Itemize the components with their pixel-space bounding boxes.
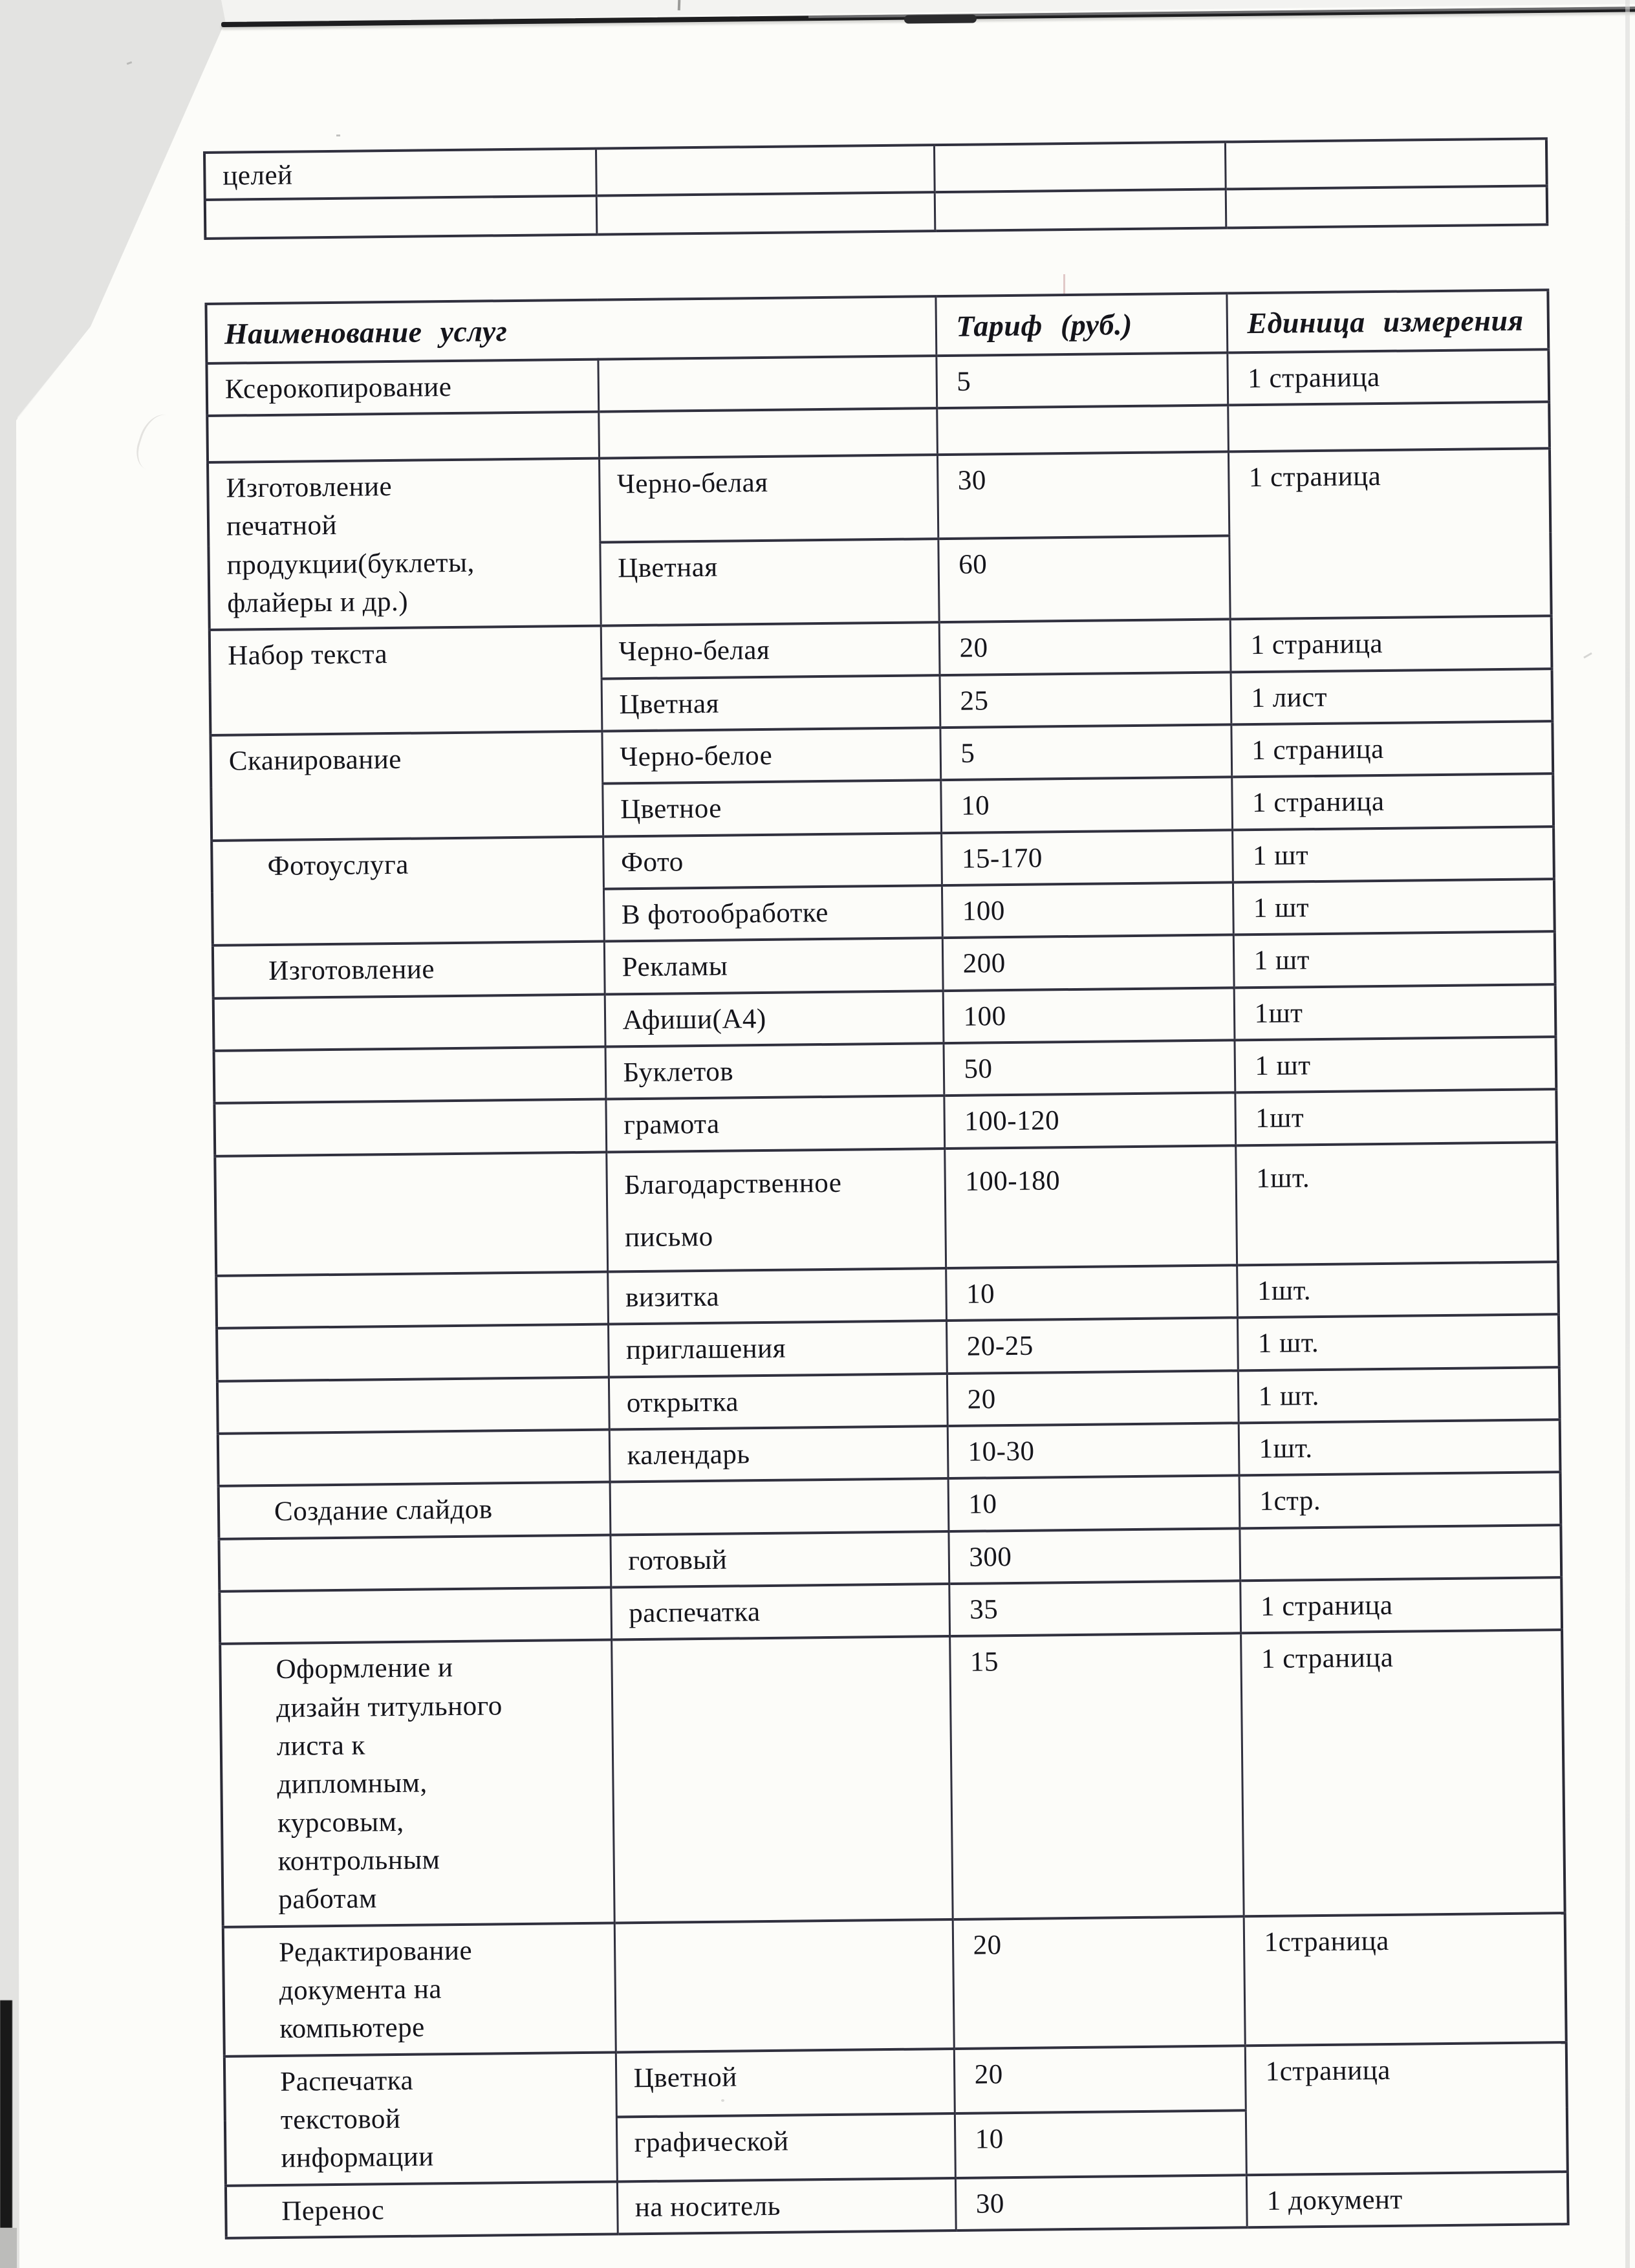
cell-unit: 1 шт (1232, 826, 1554, 883)
page-stack-edge-band (0, 2000, 12, 2228)
cell-service-variant: В фотообработке (603, 885, 942, 942)
cell-service-variant: приглашения (608, 1321, 947, 1377)
cell-unit: 1 шт (1233, 879, 1555, 935)
cell-service-name: Фотоуслуга (211, 836, 604, 945)
cell-unit: 1 лист (1231, 669, 1553, 725)
cell-service-name: Изготовление (213, 942, 605, 999)
cell-tariff: 10 (940, 777, 1232, 833)
cell-service-variant: Рекламы (604, 938, 943, 995)
cell-service-name: Набор текста (210, 626, 602, 735)
cell-tariff: 30 (955, 2175, 1247, 2230)
header-tariff: Тариф (руб.) (935, 294, 1227, 356)
cell-service-variant: грамота (605, 1096, 944, 1152)
table-row (223, 1913, 1566, 2057)
cell-unit: 1страница (1245, 2042, 1568, 2175)
cell-service-name (217, 1377, 609, 1434)
cell-service-variant: Афиши(А4) (605, 991, 944, 1047)
cell-service-variant (598, 408, 937, 458)
cell-service-variant: Черно-белая (599, 455, 938, 542)
page-content (203, 137, 1574, 2240)
cell-tariff: 15 (949, 1634, 1244, 1919)
cell-unit: 1 страница (1240, 1577, 1562, 1634)
cell-tariff: 20 (947, 1370, 1239, 1426)
cell-service-name (219, 1535, 611, 1592)
cell-unit (1226, 186, 1548, 228)
cell-tariff: 10 (955, 2110, 1246, 2178)
cell-unit: 1 страница (1231, 721, 1553, 777)
cell-service-name: Перенос (226, 2181, 618, 2238)
cell-unit: 1 страница (1231, 774, 1554, 830)
cell-service-name (216, 1272, 608, 1329)
cell-unit (1225, 138, 1547, 189)
cell-unit: 1шт (1234, 984, 1556, 1041)
cell-service-variant: Буклетов (605, 1043, 944, 1099)
cell-service-name: Редактирование документа на компьютере (223, 1923, 616, 2056)
scan-speck (336, 135, 340, 136)
page-stack-edge-tail (0, 2228, 17, 2268)
cell-unit: 1 страница (1230, 616, 1552, 673)
cell-service-name (207, 412, 599, 462)
scan-artifact-right-streak (1625, 0, 1630, 2268)
cell-service-variant: Благодарственное письмо (606, 1149, 946, 1272)
cell-service-name (205, 196, 597, 239)
cell-service-variant: Черно-белое (601, 728, 940, 784)
cell-tariff: 30 (937, 452, 1229, 539)
cell-tariff: 100 (943, 988, 1235, 1043)
cell-service-variant: открытка (609, 1374, 947, 1430)
cell-unit: 1 страница (1227, 349, 1549, 405)
cell-tariff: 5 (936, 352, 1228, 408)
cell-service-name (218, 1430, 610, 1487)
cell-tariff: 35 (949, 1581, 1240, 1636)
cell-unit: 1 шт (1233, 932, 1555, 988)
cell-service-variant: Цветная (601, 675, 940, 731)
cell-tariff: 60 (938, 535, 1229, 622)
cell-service-variant: визитка (607, 1268, 946, 1324)
cell-unit: 1шт. (1235, 1142, 1558, 1266)
cell-service-name (217, 1324, 609, 1381)
cell-service-variant: Цветной (616, 2049, 955, 2117)
cell-tariff (934, 142, 1226, 192)
cell-tariff: 20 (953, 1916, 1245, 2049)
cell-unit: 1 документ (1246, 2172, 1568, 2228)
cell-service-name (219, 1588, 611, 1645)
cell-unit (1239, 1525, 1561, 1581)
cell-unit: 1стр. (1239, 1473, 1561, 1529)
header-service-name: Наименование услуг (206, 296, 936, 363)
cell-unit: 1шт. (1237, 1262, 1559, 1318)
cell-service-variant: календарь (609, 1426, 948, 1482)
cell-service-name: Ксерокопирование (206, 359, 598, 416)
cell-service-name: Изготовление печатной продукции(буклеты, флайеры и др.) (208, 459, 601, 631)
cell-service-name: целей (204, 149, 596, 200)
cell-service-variant (610, 1478, 949, 1535)
cell-tariff: 50 (944, 1040, 1235, 1096)
cell-tariff: 25 (940, 672, 1231, 728)
cell-unit (1228, 402, 1550, 451)
scan-artifact-tick (678, 0, 681, 10)
cell-service-variant (598, 356, 937, 412)
cell-tariff: 100-120 (944, 1093, 1235, 1149)
cell-unit: 1 страница (1240, 1630, 1565, 1916)
cell-tariff: 20-25 (946, 1318, 1238, 1374)
cell-unit: 1 шт. (1238, 1367, 1560, 1423)
cell-tariff (935, 189, 1226, 232)
cell-service-variant: Цветное (602, 781, 941, 837)
cell-tariff: 10 (948, 1476, 1240, 1531)
cell-tariff: 5 (940, 725, 1231, 781)
cell-service-name (214, 1047, 606, 1104)
cell-tariff: 100 (942, 883, 1233, 938)
cell-service-variant: Фото (603, 833, 942, 889)
cell-service-variant: готовый (610, 1531, 949, 1588)
cell-service-variant: Черно-белая (601, 623, 940, 679)
cell-unit: 1шт (1235, 1090, 1557, 1146)
cell-service-variant: графической (616, 2113, 955, 2181)
cell-service-variant: Цветная (600, 539, 938, 626)
cell-tariff: 200 (942, 935, 1234, 991)
cell-service-variant (596, 145, 935, 196)
cell-unit: 1 шт. (1237, 1315, 1559, 1371)
cell-service-name (214, 1099, 606, 1156)
cell-unit: 1 шт (1234, 1037, 1556, 1093)
cell-unit: 1 страница (1228, 448, 1552, 620)
price-table (204, 289, 1569, 2240)
cell-service-name: Распечатка текстовой информации (224, 2052, 617, 2185)
cell-service-variant: распечатка (611, 1584, 949, 1640)
cell-service-variant (596, 192, 935, 234)
cell-tariff: 20 (954, 2046, 1246, 2113)
cell-service-name: Создание слайдов (219, 1482, 611, 1539)
cell-tariff: 15-170 (941, 830, 1233, 885)
cell-unit: 1шт. (1239, 1420, 1561, 1476)
cell-tariff: 10-30 (947, 1423, 1239, 1478)
carryover-table (203, 137, 1548, 240)
cell-service-variant (611, 1636, 953, 1923)
cell-tariff: 20 (939, 620, 1231, 675)
cell-unit: 1страница (1244, 1913, 1566, 2046)
cell-tariff (937, 405, 1228, 455)
cell-tariff: 300 (948, 1528, 1240, 1584)
cell-service-variant: на носитель (617, 2178, 956, 2234)
table-row (215, 1142, 1558, 1276)
table-row (224, 2042, 1567, 2121)
page-top-edge-blob (904, 14, 977, 23)
cell-service-variant (614, 1919, 954, 2052)
header-unit: Единица измерения (1226, 290, 1548, 353)
table-row (220, 1630, 1565, 1927)
cell-tariff: 10 (946, 1265, 1237, 1321)
cell-service-name (215, 1152, 607, 1276)
cell-service-name (213, 994, 605, 1051)
cell-service-name: Сканирование (210, 731, 603, 841)
table-row (208, 448, 1550, 546)
cell-service-name: Оформление и дизайн титульного листа к дипломным, курсовым, контрольным работам (220, 1640, 614, 1927)
cell-tariff: 100-180 (944, 1145, 1237, 1268)
